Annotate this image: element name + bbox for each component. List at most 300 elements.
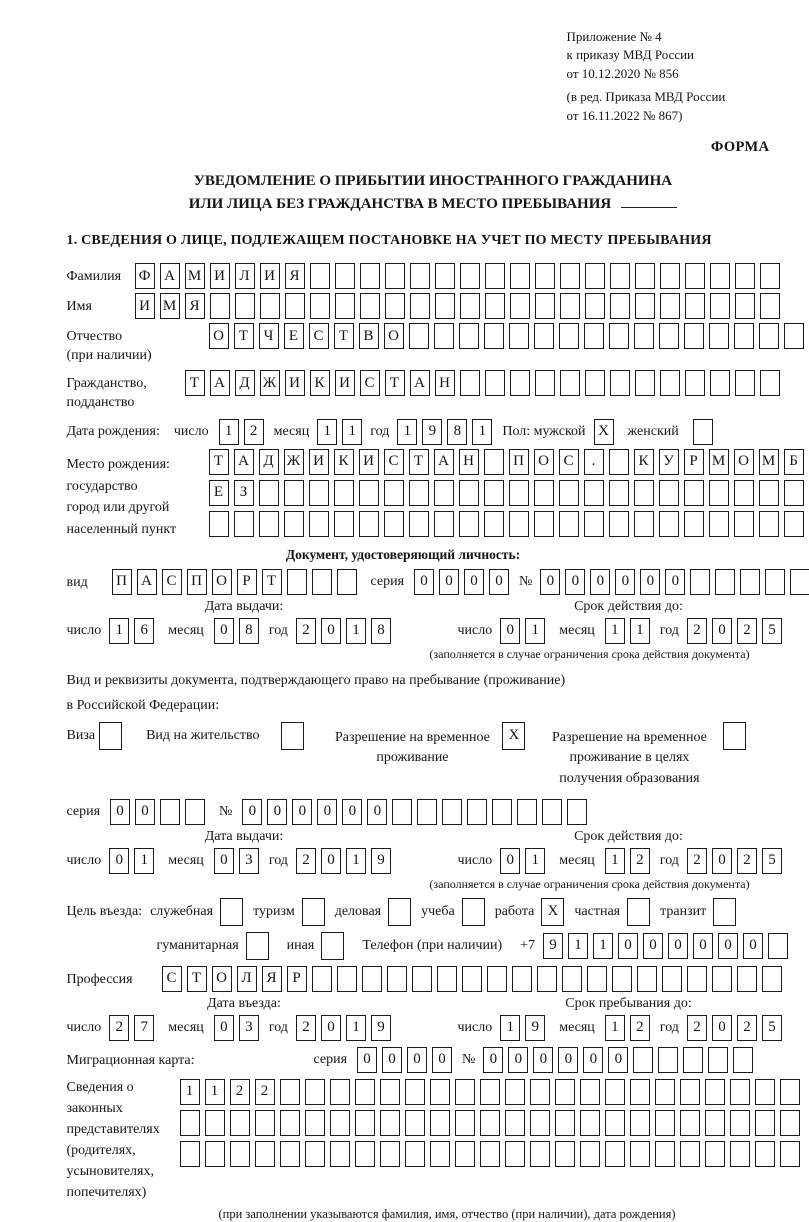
form-cell[interactable] [309, 511, 329, 537]
form-cell[interactable] [180, 1141, 200, 1167]
form-cell[interactable] [405, 1110, 425, 1136]
form-cell[interactable]: 5 [762, 618, 782, 644]
form-cell[interactable]: С [162, 966, 182, 992]
form-cell[interactable]: К [634, 449, 654, 475]
form-cell[interactable] [467, 799, 487, 825]
form-cell[interactable] [635, 370, 655, 396]
form-cell[interactable] [305, 1110, 325, 1136]
form-cell[interactable] [355, 1079, 375, 1105]
form-cell[interactable]: 2 [244, 419, 264, 445]
form-cell[interactable] [285, 293, 305, 319]
form-cell[interactable] [330, 1141, 350, 1167]
form-cell[interactable] [334, 511, 354, 537]
form-cell[interactable] [760, 263, 780, 289]
form-cell[interactable] [409, 323, 429, 349]
form-cell[interactable] [530, 1110, 550, 1136]
form-cell[interactable] [337, 966, 357, 992]
form-cell[interactable]: Т [185, 370, 205, 396]
identity-issue-day-cells[interactable] [109, 618, 154, 644]
form-cell[interactable]: 0 [712, 848, 732, 874]
form-cell[interactable] [359, 480, 379, 506]
form-cell[interactable]: 0 [242, 799, 262, 825]
form-cell[interactable] [387, 966, 407, 992]
form-cell[interactable]: 0 [357, 1047, 377, 1073]
form-cell[interactable] [412, 966, 432, 992]
form-cell[interactable]: 0 [367, 799, 387, 825]
stay-month-cells[interactable] [605, 1015, 650, 1041]
residence-doc-series-cells[interactable] [110, 799, 205, 825]
form-cell[interactable] [609, 480, 629, 506]
form-cell[interactable] [712, 966, 732, 992]
form-cell[interactable] [559, 323, 579, 349]
form-cell[interactable] [362, 966, 382, 992]
form-cell[interactable] [759, 511, 779, 537]
form-cell[interactable]: И [335, 370, 355, 396]
form-cell[interactable] [281, 722, 304, 750]
form-cell[interactable] [780, 1141, 800, 1167]
form-cell[interactable]: 2 [737, 1015, 757, 1041]
form-cell[interactable]: 2 [296, 848, 316, 874]
representatives-row3-cells[interactable] [180, 1141, 800, 1167]
form-cell[interactable] [567, 799, 587, 825]
form-cell[interactable]: 0 [540, 569, 560, 595]
form-cell[interactable]: 0 [382, 1047, 402, 1073]
form-cell[interactable]: 0 [267, 799, 287, 825]
form-cell[interactable] [560, 370, 580, 396]
form-cell[interactable]: 0 [533, 1047, 553, 1073]
form-cell[interactable] [605, 1079, 625, 1105]
form-cell[interactable] [760, 370, 780, 396]
form-cell[interactable]: Т [209, 449, 229, 475]
form-cell[interactable] [409, 511, 429, 537]
form-cell[interactable] [584, 323, 604, 349]
form-cell[interactable]: 0 [214, 618, 234, 644]
form-cell[interactable] [755, 1079, 775, 1105]
form-cell[interactable]: 9 [371, 1015, 391, 1041]
form-cell[interactable] [485, 263, 505, 289]
form-cell[interactable]: Я [262, 966, 282, 992]
temp-residence-permit-checkbox[interactable] [502, 722, 525, 750]
birth-day-cells[interactable] [219, 419, 264, 445]
form-cell[interactable] [434, 323, 454, 349]
form-cell[interactable]: Е [284, 323, 304, 349]
form-cell[interactable] [384, 480, 404, 506]
form-cell[interactable]: 0 [321, 618, 341, 644]
form-cell[interactable]: 1 [630, 618, 650, 644]
form-cell[interactable] [160, 799, 180, 825]
identity-expiry-month-cells[interactable] [605, 618, 650, 644]
middlename-cells[interactable] [209, 323, 804, 349]
form-cell[interactable] [780, 1110, 800, 1136]
form-cell[interactable]: 1 [180, 1079, 200, 1105]
form-cell[interactable] [705, 1110, 725, 1136]
form-cell[interactable] [235, 293, 255, 319]
form-cell[interactable] [630, 1110, 650, 1136]
form-cell[interactable]: Ф [135, 263, 155, 289]
form-cell[interactable] [534, 480, 554, 506]
form-cell[interactable] [534, 511, 554, 537]
form-cell[interactable]: 0 [317, 799, 337, 825]
form-cell[interactable] [610, 293, 630, 319]
form-cell[interactable] [484, 511, 504, 537]
form-cell[interactable] [659, 323, 679, 349]
form-cell[interactable] [610, 263, 630, 289]
form-cell[interactable] [460, 370, 480, 396]
identity-issue-month-cells[interactable] [214, 618, 259, 644]
form-cell[interactable] [762, 966, 782, 992]
form-cell[interactable]: . [584, 449, 604, 475]
form-cell[interactable]: 1 [525, 848, 545, 874]
form-cell[interactable]: 0 [483, 1047, 503, 1073]
form-cell[interactable]: А [410, 370, 430, 396]
stay-day-cells[interactable] [500, 1015, 545, 1041]
form-cell[interactable] [485, 293, 505, 319]
form-cell[interactable] [709, 511, 729, 537]
form-cell[interactable] [487, 966, 507, 992]
form-cell[interactable]: 1 [205, 1079, 225, 1105]
form-cell[interactable] [185, 799, 205, 825]
form-cell[interactable]: О [734, 449, 754, 475]
form-cell[interactable] [535, 293, 555, 319]
form-cell[interactable] [380, 1110, 400, 1136]
form-cell[interactable] [660, 293, 680, 319]
form-cell[interactable] [417, 799, 437, 825]
form-cell[interactable] [765, 569, 785, 595]
form-cell[interactable] [280, 1110, 300, 1136]
form-cell[interactable] [710, 370, 730, 396]
form-cell[interactable] [680, 1110, 700, 1136]
form-cell[interactable] [510, 263, 530, 289]
form-cell[interactable] [634, 480, 654, 506]
form-cell[interactable]: 1 [605, 618, 625, 644]
form-cell[interactable]: Л [235, 263, 255, 289]
form-cell[interactable]: Р [684, 449, 704, 475]
form-cell[interactable]: 0 [321, 1015, 341, 1041]
form-cell[interactable]: 0 [558, 1047, 578, 1073]
residence-issue-month-cells[interactable] [214, 848, 259, 874]
form-cell[interactable]: 1 [346, 1015, 366, 1041]
form-cell[interactable] [585, 370, 605, 396]
form-cell[interactable] [480, 1110, 500, 1136]
form-cell[interactable]: 0 [643, 933, 663, 959]
form-cell[interactable]: 0 [109, 848, 129, 874]
residence-issue-day-cells[interactable] [109, 848, 154, 874]
entry-day-cells[interactable] [109, 1015, 154, 1041]
form-cell[interactable]: А [234, 449, 254, 475]
form-cell[interactable]: И [210, 263, 230, 289]
form-cell[interactable] [360, 263, 380, 289]
form-cell[interactable] [260, 293, 280, 319]
form-cell[interactable] [205, 1110, 225, 1136]
form-cell[interactable] [740, 569, 760, 595]
form-cell[interactable] [560, 263, 580, 289]
form-cell[interactable] [284, 480, 304, 506]
form-cell[interactable]: 5 [762, 848, 782, 874]
form-cell[interactable] [684, 323, 704, 349]
form-cell[interactable] [255, 1141, 275, 1167]
form-cell[interactable]: В [359, 323, 379, 349]
form-cell[interactable] [634, 323, 654, 349]
form-cell[interactable] [485, 370, 505, 396]
form-cell[interactable] [305, 1141, 325, 1167]
form-cell[interactable]: 2 [109, 1015, 129, 1041]
form-cell[interactable] [580, 1141, 600, 1167]
form-cell[interactable] [312, 966, 332, 992]
form-cell[interactable]: Т [409, 449, 429, 475]
form-cell[interactable] [455, 1110, 475, 1136]
form-cell[interactable] [410, 293, 430, 319]
form-cell[interactable] [435, 263, 455, 289]
form-cell[interactable] [410, 263, 430, 289]
form-cell[interactable] [434, 480, 454, 506]
form-cell[interactable]: 1 [472, 419, 492, 445]
form-cell[interactable] [630, 1141, 650, 1167]
form-cell[interactable]: 0 [135, 799, 155, 825]
form-cell[interactable]: З [234, 480, 254, 506]
lastname-cells[interactable] [135, 263, 780, 289]
representatives-row2-cells[interactable] [180, 1110, 800, 1136]
form-cell[interactable] [302, 898, 325, 926]
form-cell[interactable] [723, 722, 746, 750]
form-cell[interactable]: У [659, 449, 679, 475]
form-cell[interactable]: 1 [593, 933, 613, 959]
form-cell[interactable]: Н [459, 449, 479, 475]
form-cell[interactable] [459, 511, 479, 537]
form-cell[interactable] [580, 1079, 600, 1105]
form-cell[interactable]: 6 [134, 618, 154, 644]
form-cell[interactable] [635, 263, 655, 289]
form-cell[interactable] [609, 511, 629, 537]
form-cell[interactable]: И [309, 449, 329, 475]
form-cell[interactable] [733, 1047, 753, 1073]
form-cell[interactable]: 1 [605, 848, 625, 874]
form-cell[interactable] [755, 1141, 775, 1167]
form-cell[interactable] [509, 480, 529, 506]
form-cell[interactable] [310, 293, 330, 319]
form-cell[interactable]: Н [435, 370, 455, 396]
form-cell[interactable] [755, 1110, 775, 1136]
form-cell[interactable]: А [137, 569, 157, 595]
form-cell[interactable] [709, 480, 729, 506]
form-cell[interactable] [735, 370, 755, 396]
form-cell[interactable] [708, 1047, 728, 1073]
form-cell[interactable] [484, 449, 504, 475]
form-cell[interactable] [655, 1141, 675, 1167]
form-cell[interactable]: О [384, 323, 404, 349]
form-cell[interactable] [334, 480, 354, 506]
form-cell[interactable] [735, 293, 755, 319]
form-cell[interactable]: 0 [321, 848, 341, 874]
form-cell[interactable]: 1 [346, 848, 366, 874]
form-cell[interactable]: И [359, 449, 379, 475]
form-cell[interactable] [230, 1141, 250, 1167]
form-cell[interactable] [459, 323, 479, 349]
birthplace-row1-cells[interactable] [209, 449, 804, 475]
form-cell[interactable] [693, 419, 713, 445]
form-cell[interactable]: Р [237, 569, 257, 595]
form-cell[interactable] [768, 933, 788, 959]
form-cell[interactable] [634, 511, 654, 537]
business-checkbox[interactable] [220, 898, 243, 926]
form-cell[interactable] [555, 1079, 575, 1105]
form-cell[interactable]: 9 [371, 848, 391, 874]
form-cell[interactable]: 7 [134, 1015, 154, 1041]
form-cell[interactable] [360, 293, 380, 319]
form-cell[interactable] [584, 511, 604, 537]
form-cell[interactable]: 2 [737, 618, 757, 644]
form-cell[interactable]: И [135, 293, 155, 319]
form-cell[interactable] [462, 966, 482, 992]
form-cell[interactable]: 0 [407, 1047, 427, 1073]
form-cell[interactable] [784, 480, 804, 506]
form-cell[interactable]: А [210, 370, 230, 396]
form-cell[interactable]: 2 [630, 848, 650, 874]
form-cell[interactable] [605, 1110, 625, 1136]
form-cell[interactable]: 0 [214, 1015, 234, 1041]
form-cell[interactable] [585, 263, 605, 289]
form-cell[interactable]: 0 [712, 1015, 732, 1041]
form-cell[interactable] [430, 1141, 450, 1167]
form-cell[interactable]: Б [784, 449, 804, 475]
form-cell[interactable] [287, 569, 307, 595]
form-cell[interactable] [559, 511, 579, 537]
form-cell[interactable] [330, 1079, 350, 1105]
form-cell[interactable]: 0 [439, 569, 459, 595]
form-cell[interactable] [587, 966, 607, 992]
form-cell[interactable]: С [360, 370, 380, 396]
migration-card-number-cells[interactable] [483, 1047, 753, 1073]
form-cell[interactable]: Ч [259, 323, 279, 349]
form-cell[interactable] [585, 293, 605, 319]
form-cell[interactable] [209, 511, 229, 537]
form-cell[interactable] [510, 293, 530, 319]
residence-expiry-day-cells[interactable] [500, 848, 545, 874]
form-cell[interactable]: 2 [630, 1015, 650, 1041]
form-cell[interactable] [305, 1079, 325, 1105]
form-cell[interactable] [484, 323, 504, 349]
residence-issue-year-cells[interactable] [296, 848, 391, 874]
identity-expiry-year-cells[interactable] [687, 618, 782, 644]
form-cell[interactable] [460, 293, 480, 319]
form-cell[interactable]: С [309, 323, 329, 349]
form-cell[interactable] [405, 1079, 425, 1105]
form-cell[interactable]: 2 [687, 848, 707, 874]
residence-permit-checkbox[interactable] [281, 722, 304, 750]
form-cell[interactable]: 9 [543, 933, 563, 959]
form-cell[interactable] [535, 263, 555, 289]
form-cell[interactable] [784, 323, 804, 349]
form-cell[interactable] [205, 1141, 225, 1167]
form-cell[interactable] [180, 1110, 200, 1136]
form-cell[interactable] [455, 1079, 475, 1105]
form-cell[interactable] [780, 1079, 800, 1105]
form-cell[interactable] [685, 293, 705, 319]
birthplace-row3-cells[interactable] [209, 511, 804, 537]
firstname-cells[interactable] [135, 293, 780, 319]
form-cell[interactable] [630, 1079, 650, 1105]
form-cell[interactable]: А [434, 449, 454, 475]
form-cell[interactable] [655, 1110, 675, 1136]
form-cell[interactable] [259, 480, 279, 506]
form-cell[interactable]: 0 [665, 569, 685, 595]
form-cell[interactable] [505, 1141, 525, 1167]
form-cell[interactable]: Д [235, 370, 255, 396]
form-cell[interactable] [612, 966, 632, 992]
form-cell[interactable] [480, 1141, 500, 1167]
form-cell[interactable] [790, 569, 809, 595]
form-cell[interactable] [409, 480, 429, 506]
form-cell[interactable] [680, 1141, 700, 1167]
form-cell[interactable] [509, 511, 529, 537]
form-cell[interactable]: Т [385, 370, 405, 396]
form-cell[interactable] [784, 511, 804, 537]
form-cell[interactable] [685, 370, 705, 396]
form-cell[interactable] [321, 932, 344, 960]
form-cell[interactable] [512, 966, 532, 992]
form-cell[interactable] [530, 1079, 550, 1105]
form-cell[interactable]: Т [334, 323, 354, 349]
identity-expiry-day-cells[interactable] [500, 618, 545, 644]
form-cell[interactable] [384, 511, 404, 537]
stay-year-cells[interactable] [687, 1015, 782, 1041]
form-cell[interactable] [687, 966, 707, 992]
form-cell[interactable] [385, 293, 405, 319]
form-cell[interactable] [430, 1079, 450, 1105]
tourism-checkbox[interactable] [302, 898, 325, 926]
form-cell[interactable] [220, 898, 243, 926]
form-cell[interactable]: 0 [712, 618, 732, 644]
form-cell[interactable]: 1 [134, 848, 154, 874]
form-cell[interactable] [405, 1141, 425, 1167]
form-cell[interactable]: Я [185, 293, 205, 319]
form-cell[interactable] [459, 480, 479, 506]
form-cell[interactable]: 3 [239, 1015, 259, 1041]
form-cell[interactable] [660, 263, 680, 289]
form-cell[interactable] [517, 799, 537, 825]
phone-cells[interactable] [543, 933, 788, 959]
form-cell[interactable] [310, 263, 330, 289]
form-cell[interactable]: К [310, 370, 330, 396]
form-cell[interactable]: М [160, 293, 180, 319]
edu-residence-permit-checkbox[interactable] [723, 722, 746, 750]
form-cell[interactable]: 0 [608, 1047, 628, 1073]
form-cell[interactable] [234, 511, 254, 537]
form-cell[interactable]: 0 [618, 933, 638, 959]
form-cell[interactable]: 0 [668, 933, 688, 959]
form-cell[interactable] [355, 1110, 375, 1136]
form-cell[interactable] [210, 293, 230, 319]
form-cell[interactable]: 1 [605, 1015, 625, 1041]
form-cell[interactable]: М [185, 263, 205, 289]
form-cell[interactable] [690, 569, 710, 595]
form-cell[interactable]: 3 [239, 848, 259, 874]
form-cell[interactable] [635, 293, 655, 319]
form-cell[interactable] [715, 569, 735, 595]
form-cell[interactable] [684, 480, 704, 506]
form-cell[interactable] [658, 1047, 678, 1073]
form-cell[interactable] [492, 799, 512, 825]
identity-doc-series-cells[interactable] [414, 569, 509, 595]
form-cell[interactable] [462, 898, 485, 926]
form-cell[interactable] [660, 370, 680, 396]
form-cell[interactable]: О [209, 323, 229, 349]
form-cell[interactable]: 0 [214, 848, 234, 874]
form-cell[interactable]: М [709, 449, 729, 475]
other-checkbox[interactable] [321, 932, 344, 960]
commercial-checkbox[interactable] [388, 898, 411, 926]
form-cell[interactable] [555, 1110, 575, 1136]
form-cell[interactable] [480, 1079, 500, 1105]
